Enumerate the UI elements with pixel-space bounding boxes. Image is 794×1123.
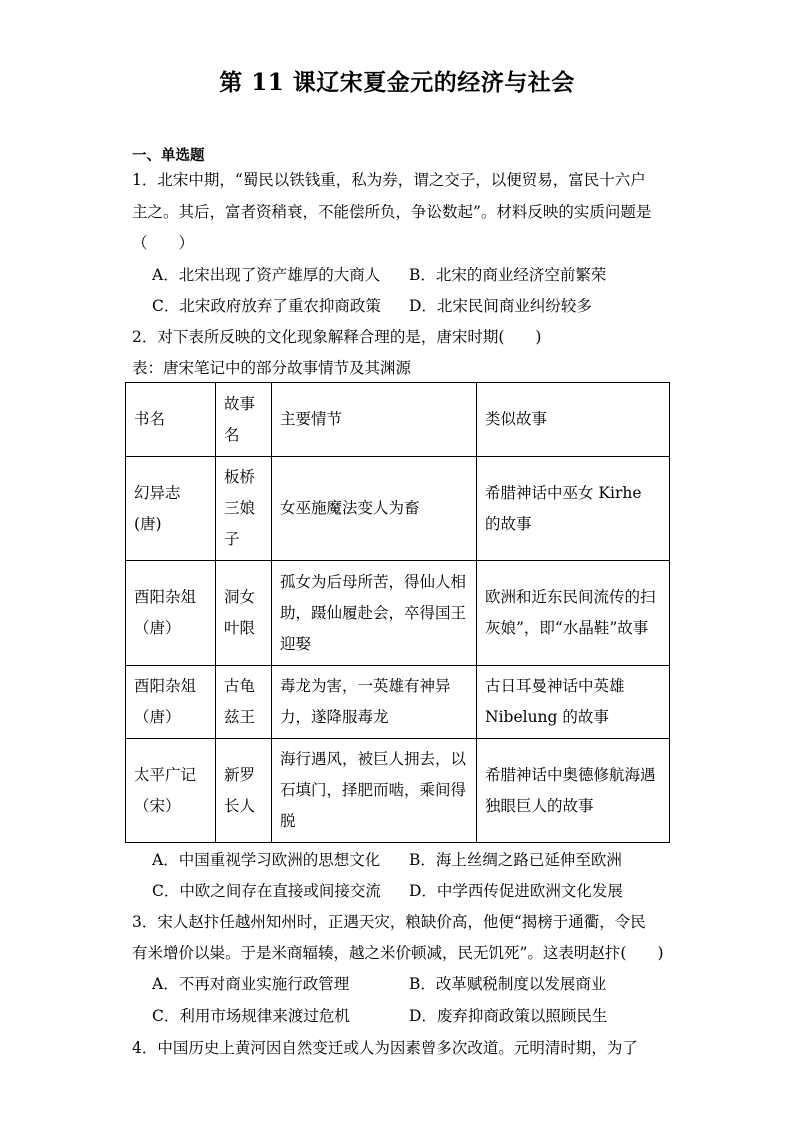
q3-line-2: 有米增价以粜。于是米商辐辏，越之米价顿减，民无饥死”。这表明赵抃( ) bbox=[132, 944, 664, 962]
cell-text: 海行遇风，被巨人拥去，以石填门，择肥而啮，乘间得脱 bbox=[280, 750, 467, 830]
q1-line-3: （ ） bbox=[132, 234, 195, 252]
q1-line-2: 主之。其后，富者资稍衰，不能偿所负，争讼数起”。材料反映的实质问题是 bbox=[132, 203, 652, 221]
q4-line-1: 4．中国历史上黄河因自然变迁或人为因素曾多次改道。元明清时期，为了 bbox=[132, 1039, 638, 1057]
cell-text: 女巫施魔法变人为畜 bbox=[280, 499, 420, 517]
cell-text: 新罗长人 bbox=[224, 765, 256, 815]
q2-option-a: A．中国重视学习欧洲的思想文化 bbox=[152, 851, 381, 869]
cell-text: 古龟兹王 bbox=[224, 677, 256, 726]
table-cell bbox=[126, 739, 216, 843]
q1-option-c: C．北宋政府放弃了重农抑商政策 bbox=[152, 297, 381, 315]
q3-option-a: A．不再对商业实施行政管理 bbox=[152, 975, 350, 993]
table-cell bbox=[272, 666, 477, 739]
cell-text: 酉阳杂俎（唐） bbox=[134, 588, 197, 637]
q1-option-b: B．北宋的商业经济空前繁荣 bbox=[409, 266, 607, 284]
cell-text: 幻异志(唐) bbox=[134, 483, 181, 533]
q1-option-a: A．北宋出现了资产雄厚的大商人 bbox=[152, 266, 381, 284]
cell-text: 酉阳杂俎（唐） bbox=[134, 677, 197, 726]
table-cell bbox=[272, 739, 477, 843]
table-cell bbox=[477, 666, 670, 739]
q2-option-d: D．中学西传促进欧洲文化发展 bbox=[409, 882, 623, 900]
story-table bbox=[125, 382, 670, 843]
q1-option-d: D．北宋民间商业纠纷较多 bbox=[409, 297, 592, 315]
q2-option-b: B．海上丝绸之路已延伸至欧洲 bbox=[409, 851, 622, 869]
q3-option-d: D．废弃抑商政策以照顾民生 bbox=[409, 1007, 608, 1025]
table-cell bbox=[477, 457, 670, 561]
table-cell bbox=[216, 739, 272, 843]
q1-line-1: 1．北宋中期，“蜀民以铁钱重，私为券，谓之交子，以便贸易，富民十六户 bbox=[132, 171, 646, 189]
q2-option-c: C．中欧之间存在直接或间接交流 bbox=[152, 882, 381, 900]
table-cell bbox=[126, 666, 216, 739]
table-cell bbox=[216, 666, 272, 739]
header-cell: 类似故事 bbox=[477, 383, 670, 457]
table-cell bbox=[272, 457, 477, 561]
table-cell bbox=[126, 561, 216, 666]
table-cell bbox=[216, 561, 272, 666]
table-row bbox=[126, 457, 670, 561]
cell-text: 孤女为后母所苦，得仙人相助，蹑仙履赴会，卒得国王迎娶 bbox=[280, 572, 467, 653]
table-cell bbox=[272, 561, 477, 666]
section-heading: 一、单选题 bbox=[132, 147, 205, 164]
header-cell: 主要情节 bbox=[272, 383, 477, 457]
table-cell bbox=[477, 561, 670, 666]
q3-option-b: B．改革赋税制度以发展商业 bbox=[409, 975, 607, 993]
cell-text: 希腊神话中巫女 Kirhe 的故事 bbox=[485, 483, 642, 533]
table-row bbox=[126, 739, 670, 843]
q3-option-c: C．利用市场规律来渡过危机 bbox=[152, 1007, 350, 1025]
header-cell: 故事名 bbox=[216, 383, 272, 457]
cell-text: 太平广记（宋） bbox=[134, 765, 197, 815]
q3-line-1: 3．宋人赵抃任越州知州时，正遇天灾，粮缺价高，他便“揭榜于通衢，令民 bbox=[132, 913, 646, 931]
cell-text: 欧洲和近东民间流传的扫灰娘”，即“水晶鞋”故事 bbox=[485, 588, 656, 637]
cell-text: 希腊神话中奥德修航海遇独眼巨人的故事 bbox=[485, 765, 656, 815]
document-title: 第 11 课辽宋夏金元的经济与社会 bbox=[219, 69, 575, 96]
table-cell bbox=[216, 457, 272, 561]
cell-text: 毒龙为害，一英雄有神异力，遂降服毒龙 bbox=[280, 677, 451, 726]
q2-stem: 2．对下表所反映的文化现象解释合理的是，唐宋时期( ) bbox=[132, 328, 542, 346]
table-row bbox=[126, 561, 670, 666]
table-row bbox=[126, 666, 670, 739]
q2-table-caption: 表：唐宋笔记中的部分故事情节及其渊源 bbox=[132, 359, 412, 377]
table-header-row bbox=[126, 383, 670, 457]
table-cell bbox=[126, 457, 216, 561]
cell-text: 板桥三娘子 bbox=[224, 468, 256, 548]
table-cell bbox=[477, 739, 670, 843]
cell-text: 古日耳曼神话中英雄 Nibelung 的故事 bbox=[485, 677, 625, 726]
cell-text: 洞女叶限 bbox=[224, 588, 256, 637]
header-cell: 书名 bbox=[126, 383, 216, 457]
